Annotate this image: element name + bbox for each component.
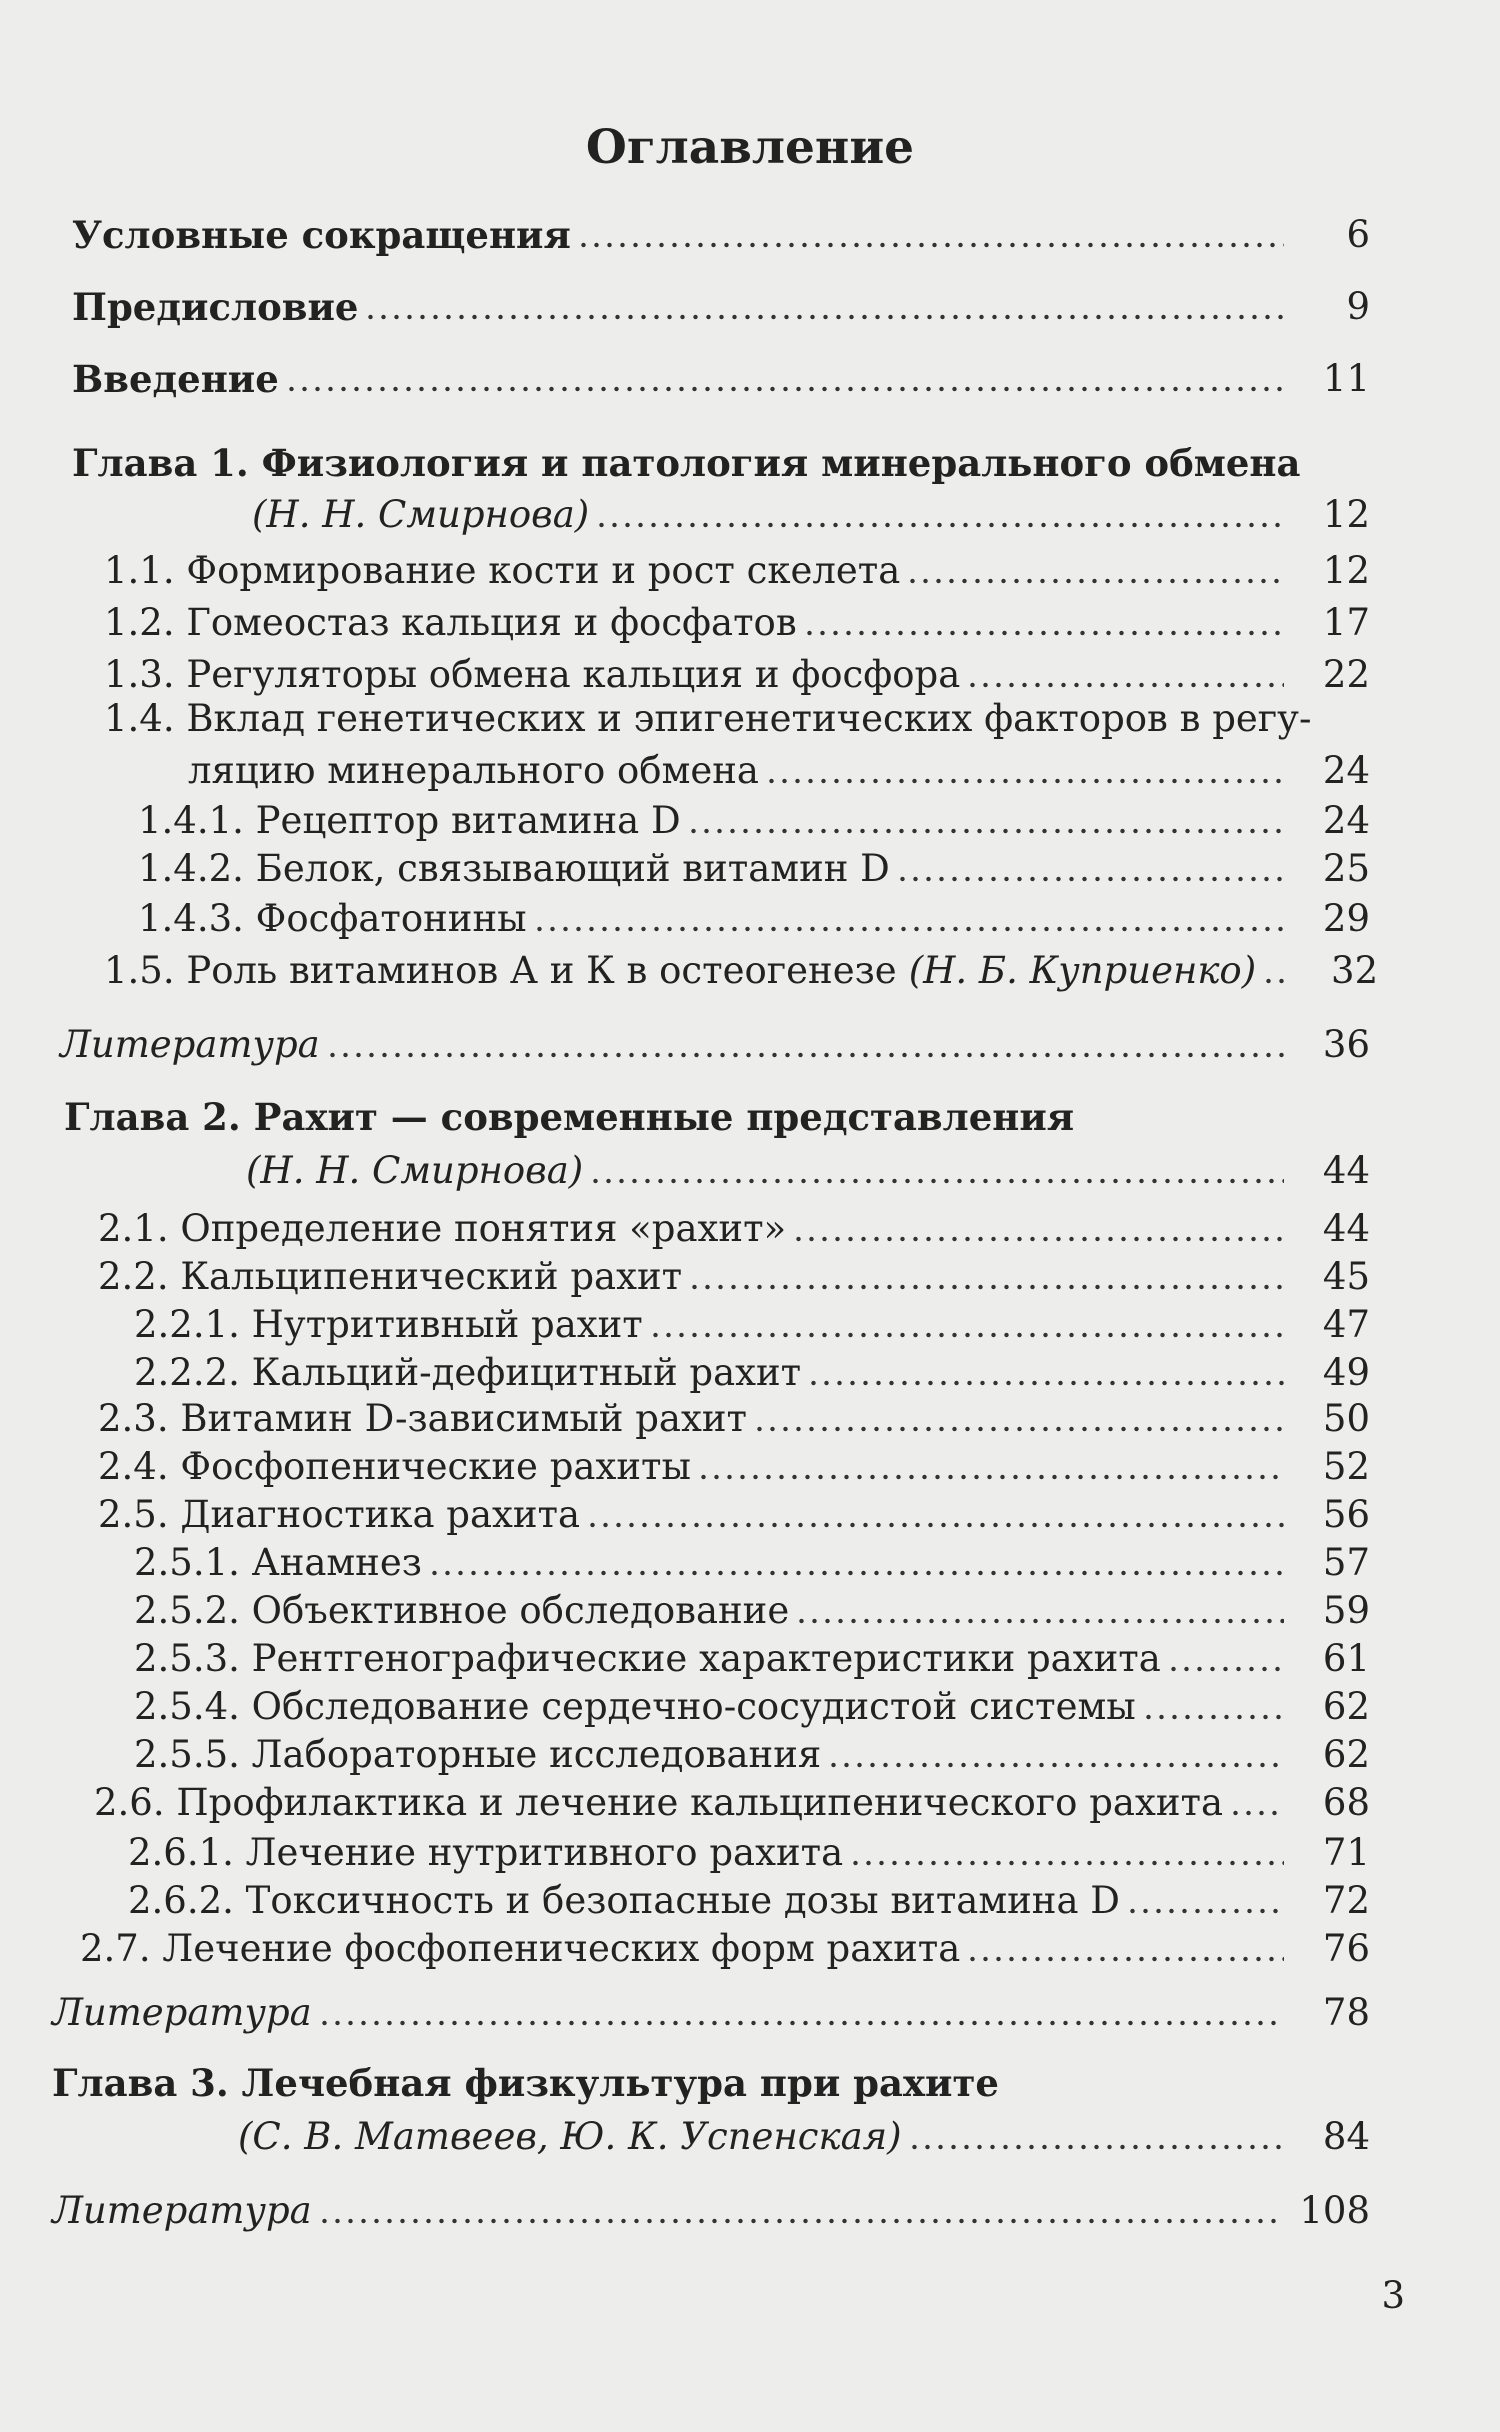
- toc-author: (Н. Б. Куприенко): [908, 949, 1257, 992]
- toc-author: (Н. Н. Смирнова): [246, 1149, 584, 1192]
- toc-entry-2-5-3[interactable]: [134, 1636, 1370, 1682]
- toc-entry-text: Условные сокращения: [72, 213, 571, 257]
- toc-page-number: 49: [1322, 1351, 1370, 1394]
- toc-entry-1-4-3[interactable]: [138, 896, 1370, 942]
- toc-page-number: 17: [1322, 601, 1370, 644]
- toc-entry-abbreviations[interactable]: [72, 212, 1370, 258]
- toc-entry-text: 2.5. Диагностика рахита: [98, 1493, 581, 1536]
- toc-entry-2-5-2[interactable]: [134, 1588, 1370, 1634]
- dot-leader: [589, 1150, 1284, 1184]
- page-title: Оглавление: [585, 120, 915, 175]
- dot-leader: [765, 750, 1284, 784]
- toc-entry-text: 2.4. Фосфопенические рахиты: [98, 1445, 691, 1488]
- toc-entry-1-1[interactable]: [104, 548, 1370, 594]
- dot-leader: [533, 898, 1284, 932]
- toc-entry-text: Литература: [52, 1991, 312, 2034]
- dot-leader: [827, 1734, 1284, 1768]
- toc-entry-text: Введение: [72, 357, 279, 401]
- toc-page-number: 84: [1322, 2115, 1370, 2158]
- dot-leader: [966, 1928, 1284, 1962]
- dot-leader: [966, 654, 1284, 688]
- dot-leader: [896, 848, 1284, 882]
- toc-page-number: 12: [1322, 549, 1370, 592]
- toc-page-number: 11: [1322, 357, 1370, 400]
- toc-entry-1-5[interactable]: [104, 948, 1379, 994]
- toc-entry-text: Литература: [52, 2189, 312, 2232]
- toc-page-number: 68: [1322, 1781, 1370, 1824]
- toc-entry-text: 1.4.2. Белок, связывающий витамин D: [138, 847, 890, 890]
- toc-entry-2-2-2[interactable]: [134, 1350, 1370, 1396]
- toc-entry-1-4-line-2[interactable]: [188, 748, 1370, 794]
- dot-leader: [1126, 1880, 1284, 1914]
- toc-page-number: 29: [1322, 897, 1370, 940]
- toc-entry-text: 2.2.1. Нутритивный рахит: [134, 1303, 643, 1346]
- toc-entry-text: 2.7. Лечение фосфопенических форм рахита: [80, 1927, 961, 1970]
- dot-leader: [753, 1398, 1284, 1432]
- toc-entry-text: Литература: [60, 1023, 320, 1066]
- dot-leader: [595, 494, 1284, 528]
- toc-entry-1-3[interactable]: [104, 652, 1370, 698]
- dot-leader: [326, 1024, 1284, 1058]
- dot-leader: [1142, 1686, 1284, 1720]
- toc-entry-introduction[interactable]: [72, 356, 1370, 402]
- toc-entry-text: 1.4.1. Рецептор витамина D: [138, 799, 681, 842]
- toc-entry-literature-1[interactable]: [60, 1022, 1370, 1068]
- dot-leader: [687, 800, 1284, 834]
- toc-entry-2-5[interactable]: [98, 1492, 1370, 1538]
- dot-leader: [285, 358, 1284, 392]
- toc-page-number: 24: [1322, 799, 1370, 842]
- toc-page-number: 50: [1322, 1397, 1370, 1440]
- dot-leader: [1262, 950, 1292, 984]
- toc-page-number: 72: [1322, 1879, 1370, 1922]
- dot-leader: [1167, 1638, 1284, 1672]
- toc-page-number: 36: [1322, 1023, 1370, 1066]
- toc-page-number: 62: [1322, 1733, 1370, 1776]
- toc-entry-2-6-2[interactable]: [128, 1878, 1370, 1924]
- dot-leader: [908, 2116, 1284, 2150]
- toc-entry-text: 1.5. Роль витаминов А и К в остеогенезе: [104, 949, 897, 992]
- dot-leader: [649, 1304, 1284, 1338]
- toc-author: (Н. Н. Смирнова): [252, 493, 590, 536]
- toc-page-number: 32: [1331, 949, 1379, 992]
- toc-entry-1-2[interactable]: [104, 600, 1370, 646]
- toc-entry-chapter-1-author[interactable]: [252, 492, 1370, 538]
- toc-entry-text: Предисловие: [72, 285, 359, 329]
- toc-page-number: 44: [1322, 1207, 1370, 1250]
- dot-leader: [795, 1590, 1284, 1624]
- toc-page-number: 62: [1322, 1685, 1370, 1728]
- dot-leader: [318, 2190, 1284, 2224]
- toc-entry-text: 2.2. Кальципенический рахит: [98, 1255, 683, 1298]
- toc-entry-text: 2.6.1. Лечение нутритивного рахита: [128, 1831, 844, 1874]
- dot-leader: [807, 1352, 1284, 1386]
- toc-entry-text: 2.5.2. Объективное обследование: [134, 1589, 790, 1632]
- dot-leader: [697, 1446, 1284, 1480]
- toc-page-number: 12: [1322, 493, 1370, 536]
- toc-entry-text: 1.4.3. Фосфатонины: [138, 897, 527, 940]
- toc-entry-preface[interactable]: [72, 284, 1370, 330]
- toc-entry-2-3[interactable]: [98, 1396, 1370, 1442]
- toc-entry-text: 2.5.4. Обследование сердечно-сосудистой системы: [134, 1685, 1136, 1728]
- toc-entry-2-5-4[interactable]: [134, 1684, 1370, 1730]
- dot-leader: [688, 1256, 1284, 1290]
- toc-entry-1-4-2[interactable]: [138, 846, 1370, 892]
- toc-page-number: 25: [1322, 847, 1370, 890]
- toc-page-number: 6: [1346, 213, 1370, 256]
- toc-entry-text: 2.2.2. Кальций-дефицитный рахит: [134, 1351, 802, 1394]
- toc-page-number: 57: [1322, 1541, 1370, 1584]
- chapter-2-heading[interactable]: Глава 2. Рахит — современные представления: [64, 1095, 1075, 1139]
- toc-entry-literature-3[interactable]: [52, 2188, 1370, 2234]
- toc-page-number: 52: [1322, 1445, 1370, 1488]
- toc-entry-2-5-5[interactable]: [134, 1732, 1370, 1778]
- toc-page-number: 76: [1322, 1927, 1370, 1970]
- toc-entry-text: 1.1. Формирование кости и рост скелета: [104, 549, 901, 592]
- page-folio-number: 3: [1381, 2274, 1405, 2317]
- toc-author: (С. В. Матвеев, Ю. К. Успенская): [238, 2115, 902, 2158]
- toc-page-number: 44: [1322, 1149, 1370, 1192]
- toc-entry-2-2[interactable]: [98, 1254, 1370, 1300]
- toc-entry-text: 2.6.2. Токсичность и безопасные дозы витамина D: [128, 1879, 1120, 1922]
- dot-leader: [792, 1208, 1284, 1242]
- toc-page-number: 59: [1322, 1589, 1370, 1632]
- toc-page-number: 108: [1299, 2189, 1370, 2232]
- dot-leader: [1229, 1782, 1284, 1816]
- toc-entry-2-2-1[interactable]: [134, 1302, 1370, 1348]
- toc-entry-text: 2.5.5. Лабораторные исследования: [134, 1733, 822, 1776]
- dot-leader: [577, 214, 1284, 248]
- toc-entry-text: 2.3. Витамин D-зависимый рахит: [98, 1397, 747, 1440]
- dot-leader: [586, 1494, 1284, 1528]
- toc-page-number: 56: [1322, 1493, 1370, 1536]
- dot-leader: [803, 602, 1284, 636]
- dot-leader: [428, 1542, 1284, 1576]
- toc-entry-text: 2.6. Профилактика и лечение кальципенического рахита: [94, 1781, 1224, 1824]
- toc-entry-text: ляцию минерального обмена: [188, 749, 759, 792]
- toc-entry-2-4[interactable]: [98, 1444, 1370, 1490]
- toc-page-number: 24: [1322, 749, 1370, 792]
- toc-page-number: 61: [1322, 1637, 1370, 1680]
- toc-page-number: 47: [1322, 1303, 1370, 1346]
- toc-entry-1-4-line-1[interactable]: 1.4. Вклад генетических и эпигенетических факторов в регу-: [104, 697, 1312, 740]
- toc-entry-2-5-1[interactable]: [134, 1540, 1370, 1586]
- toc-page-number: 45: [1322, 1255, 1370, 1298]
- toc-page-number: 22: [1322, 653, 1370, 696]
- toc-entry-2-1[interactable]: [98, 1206, 1370, 1252]
- dot-leader: [318, 1992, 1284, 2026]
- toc-entry-literature-2[interactable]: [52, 1990, 1370, 2036]
- chapter-3-heading[interactable]: Глава 3. Лечебная физкультура при рахите: [52, 2061, 999, 2105]
- toc-page-number: 78: [1322, 1991, 1370, 2034]
- toc-entry-chapter-3-author[interactable]: [238, 2114, 1370, 2160]
- toc-entry-2-7[interactable]: [80, 1926, 1370, 1972]
- toc-entry-1-4-1[interactable]: [138, 798, 1370, 844]
- toc-entry-text: 2.1. Определение понятия «рахит»: [98, 1207, 787, 1250]
- dot-leader: [849, 1832, 1284, 1866]
- chapter-1-heading[interactable]: Глава 1. Физиология и патология минерального обмена: [72, 441, 1301, 485]
- toc-entry-text: 2.5.3. Рентгенографические характеристики рахита: [134, 1637, 1161, 1680]
- toc-page-number: 71: [1322, 1831, 1370, 1874]
- toc-entry-2-6[interactable]: [94, 1780, 1370, 1826]
- toc-entry-2-6-1[interactable]: [128, 1830, 1370, 1876]
- toc-entry-text: 1.3. Регуляторы обмена кальция и фосфора: [104, 653, 961, 696]
- dot-leader: [906, 550, 1284, 584]
- toc-page-number: 9: [1346, 285, 1370, 328]
- toc-entry-text: 1.2. Гомеостаз кальция и фосфатов: [104, 601, 797, 644]
- toc-entry-text: 2.5.1. Анамнез: [134, 1541, 422, 1584]
- toc-entry-chapter-2-author[interactable]: [246, 1148, 1370, 1194]
- dot-leader: [364, 286, 1284, 320]
